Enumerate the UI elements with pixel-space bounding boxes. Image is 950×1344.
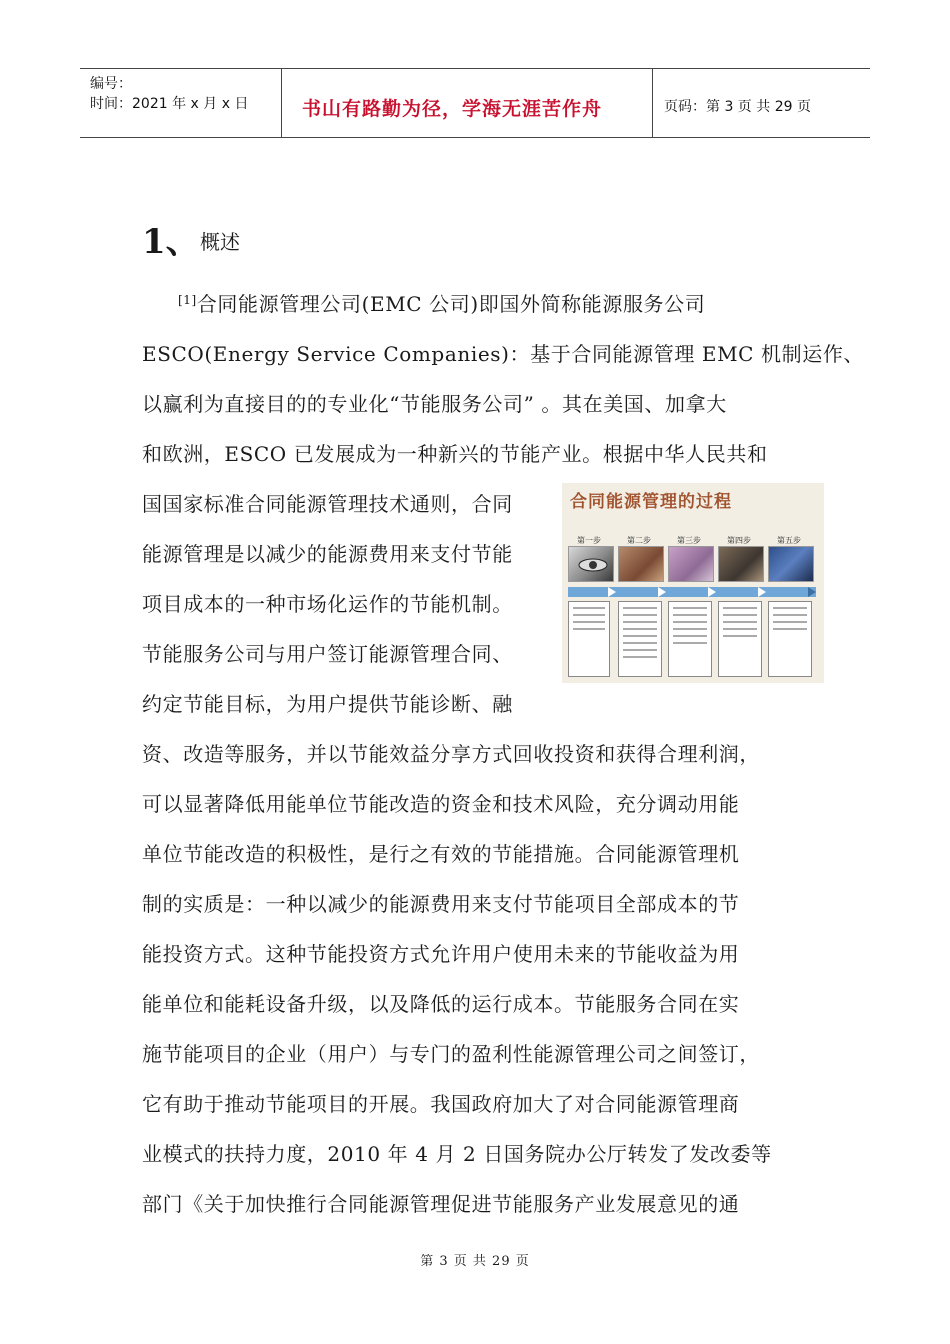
header-divider [652,69,653,137]
body-line: 业模式的扶持力度，2010 年 4 月 2 日国务院办公厅转发了发改委等 [142,1142,772,1166]
body-line: 项目成本的一种市场化运作的节能机制。 [142,592,513,616]
step-label: 第五步 [777,536,801,545]
doc-date: 时间：2021 年 x 月 x 日 [90,96,249,112]
body-line: 能单位和能耗设备升级，以及降低的运行成本。节能服务合同在实 [142,992,740,1016]
section-title: 概述 [200,230,240,254]
body-line: 国国家标准合同能源管理技术通则，合同 [142,492,513,516]
step-photo [718,546,764,582]
step-detail-box [718,601,762,677]
header-divider [281,69,282,137]
body-line: 资、改造等服务，并以节能效益分享方式回收投资和获得合理利润， [142,742,760,766]
body-line: 制的实质是：一种以减少的能源费用来支付节能项目全部成本的节 [142,892,740,916]
step-photo [618,546,664,582]
eye-icon [569,547,613,581]
body-line: 施节能项目的企业（用户）与专门的盈利性能源管理公司之间签订， [142,1042,760,1066]
body-line: 单位节能改造的积极性，是行之有效的节能措施。合同能源管理机 [142,842,740,866]
step-detail-box [768,601,812,677]
step-detail-box [668,601,712,677]
reference-mark: [1] [178,293,197,307]
document-header [80,68,870,138]
step-detail-box [618,601,662,677]
body-line: [1]合同能源管理公司(EMC 公司)即国外简称能源服务公司 [178,292,706,316]
body-line: 节能服务公司与用户签订能源管理合同、 [142,642,513,666]
body-line: 可以显著降低用能单位节能改造的资金和技术风险，充分调动用能 [142,792,740,816]
process-arrow [568,587,816,597]
step-label: 第一步 [577,536,601,545]
step-label: 第二步 [627,536,651,545]
doc-number-label: 编号： [90,76,132,92]
emc-process-figure [562,483,824,683]
body-line: 部门《关于加快推行合同能源管理促进节能服务产业发展意见的通 [142,1192,740,1216]
step-photo [768,546,814,582]
body-line: 它有助于推动节能项目的开展。我国政府加大了对合同能源管理商 [142,1092,740,1116]
step-photo [668,546,714,582]
header-page-number: 页码：第 3 页 共 29 页 [664,99,811,115]
body-line: 和欧洲，ESCO 已发展成为一种新兴的节能产业。根据中华人民共和 [142,442,768,466]
step-label: 第四步 [727,536,751,545]
section-number: 1、 [142,222,200,262]
step-label: 第三步 [677,536,701,545]
page-footer: 第 3 页 共 29 页 [420,1254,530,1269]
step-detail-box [568,601,610,677]
step-photo [568,546,614,582]
body-line: 约定节能目标，为用户提供节能诊断、融 [142,692,513,716]
arrow-chevrons [568,587,816,597]
body-line: ESCO(Energy Service Companies)：基于合同能源管理 EMC 机制运作、 [142,342,865,366]
body-line: 能投资方式。这种节能投资方式允许用户使用未来的节能收益为用 [142,942,740,966]
header-motto: 书山有路勤为径，学海无涯苦作舟 [302,98,603,120]
body-line: 能源管理是以减少的能源费用来支付节能 [142,542,513,566]
figure-title: 合同能源管理的过程 [570,492,732,512]
body-line: 以赢利为直接目的的专业化“节能服务公司” 。其在美国、加拿大 [142,392,727,416]
